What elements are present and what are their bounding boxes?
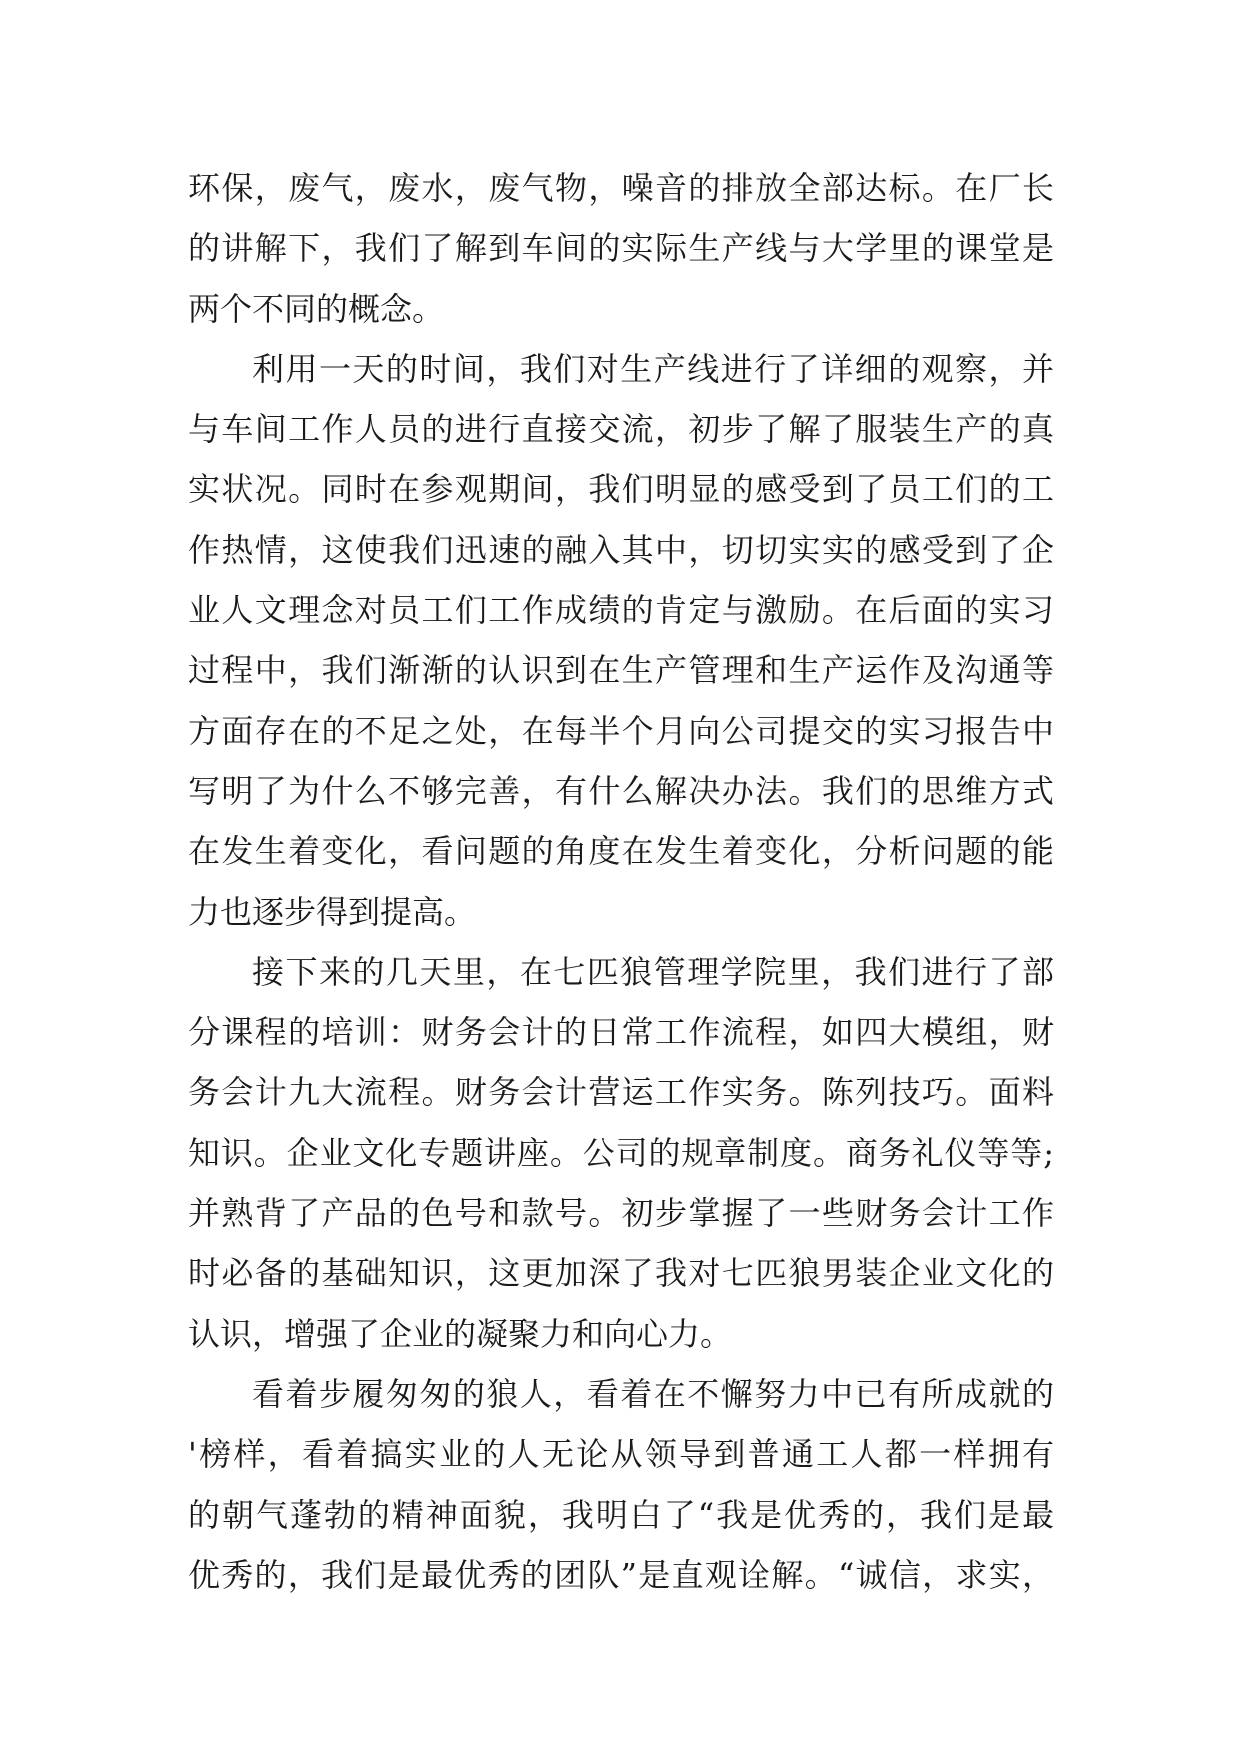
text-line: 与车间工作人员的进行直接交流，初步了解了服装生产的真 [188, 410, 1054, 449]
text-line: 优秀的，我们是最优秀的团队”是直观诠解。“诚信，求实， [188, 1555, 1054, 1594]
text-line: 分课程的培训：财务会计的日常工作流程，如四大模组，财 [188, 1013, 1054, 1052]
text-line: 认识，增强了企业的凝聚力和向心力。 [188, 1314, 733, 1353]
text-line: 写明了为什么不够完善，有什么解决办法。我们的思维方式 [188, 771, 1054, 810]
text-line: 作热情，这使我们迅速的融入其中，切切实实的感受到了企 [188, 530, 1054, 569]
paragraph-first-line: 看着步履匆匆的狼人，看着在不懈努力中已有所成就的 [252, 1374, 1054, 1413]
paragraph-first-line: 利用一天的时间，我们对生产线进行了详细的观察，并 [252, 349, 1054, 388]
document-body [188, 158, 1054, 1605]
text-line: 的朝气蓬勃的精神面貌，我明白了“我是优秀的，我们是最 [188, 1495, 1054, 1534]
text-line: 方面存在的不足之处，在每半个月向公司提交的实习报告中 [188, 711, 1054, 750]
text-line: 力也逐步得到提高。 [188, 892, 477, 931]
text-line: 过程中，我们渐渐的认识到在生产管理和生产运作及沟通等 [188, 651, 1054, 690]
text-line: 在发生着变化，看问题的角度在发生着变化，分析问题的能 [188, 832, 1054, 871]
text-line: 两个不同的概念。 [188, 289, 445, 328]
text-line: 的讲解下，我们了解到车间的实际生产线与大学里的课堂是 [188, 229, 1054, 268]
text-line: 务会计九大流程。财务会计营运工作实务。陈列技巧。面料 [188, 1073, 1054, 1112]
text-line: 实状况。同时在参观期间，我们明显的感受到了员工们的工 [188, 470, 1054, 509]
paragraph-first-line: 接下来的几天里，在七匹狼管理学院里，我们进行了部 [252, 952, 1054, 991]
text-line: 知识。企业文化专题讲座。公司的规章制度。商务礼仪等等; [188, 1133, 1054, 1172]
text-line: 并熟背了产品的色号和款号。初步掌握了一些财务会计工作 [188, 1194, 1054, 1233]
text-line: 环保，废气，废水，废气物，噪音的排放全部达标。在厂长 [188, 169, 1054, 207]
text-line: 时必备的基础知识，这更加深了我对七匹狼男装企业文化的 [188, 1254, 1054, 1293]
text-line: '榜样，看着搞实业的人无论从领导到普通工人都一样拥有 [188, 1435, 1054, 1474]
text-line: 业人文理念对员工们工作成绩的肯定与激励。在后面的实习 [188, 591, 1054, 630]
